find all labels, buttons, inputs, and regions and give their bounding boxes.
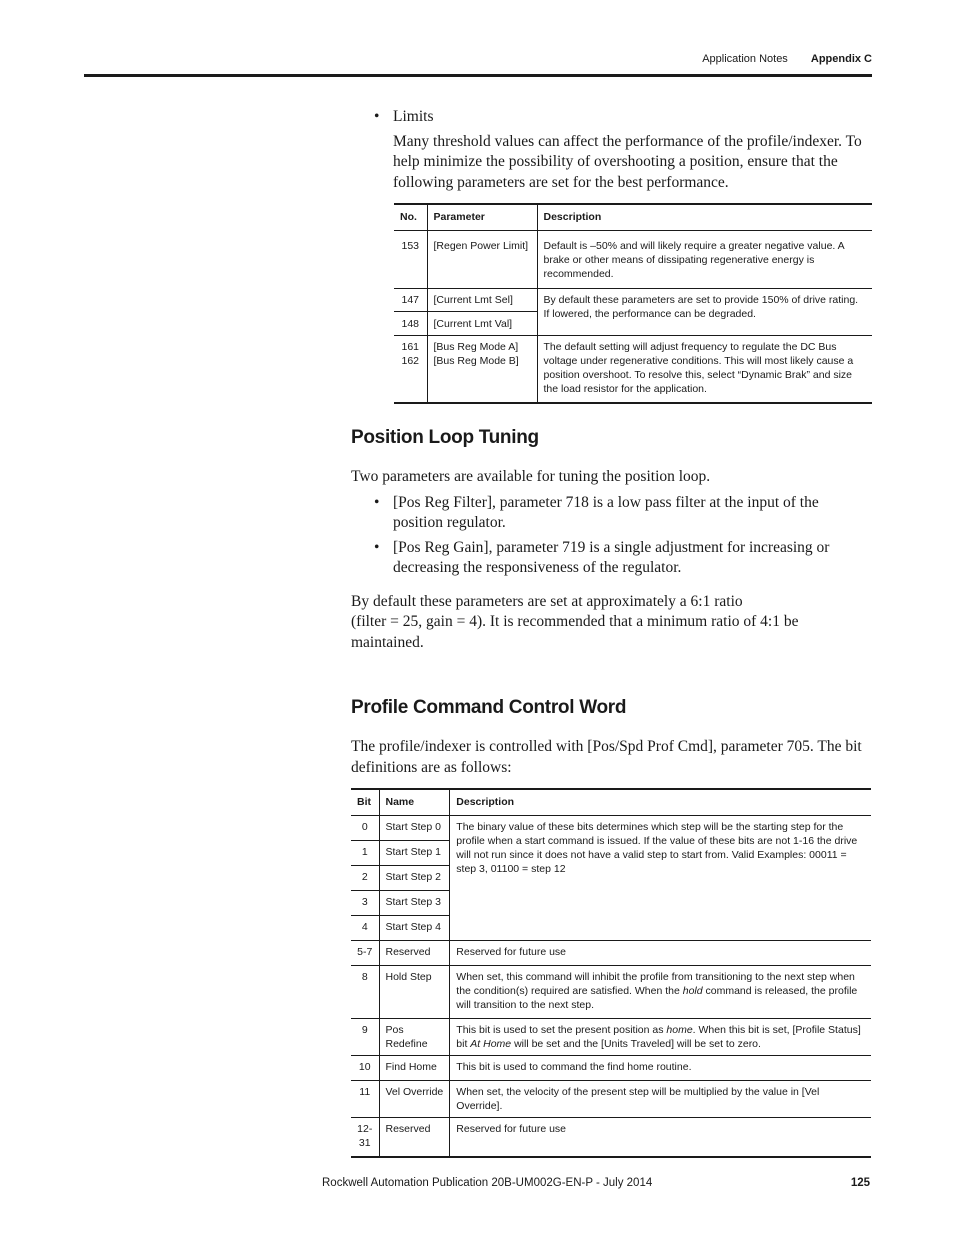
table-row [394,231,872,289]
bit-desc: This bit is used to command the find home routine. [450,1056,871,1081]
bit-desc: Reserved for future use [450,1118,871,1158]
limits-label: Limits [393,108,434,125]
bit-number: 2 [351,866,379,891]
desc-text: . When this bit is set, [Profile Status] bit [456,1024,861,1050]
table-header-row [394,204,872,231]
closing-line-2: (filter = 25, gain = 4). It is recommended that a minimum ratio of 4:1 be maintained. [351,613,799,651]
bit-number: 12-31 [351,1118,379,1158]
bullet-dot: • [374,538,380,556]
list-item-text: [Pos Reg Filter], parameter 718 is a low pass filter at the input of the position regulator. [393,493,819,531]
bit-number: 11 [351,1081,379,1118]
table-row [351,1019,871,1056]
bit-name: Find Home [379,1056,450,1081]
param-desc: Default is –50% and will likely require a greater negative value. A brake or other means of dissipating regenerative energy is recommended. [537,231,872,289]
bit-name: Start Step 1 [379,841,450,866]
table-row [351,941,871,966]
desc-text: When set, this command will inhibit the profile from transitioning to the next step when the condition(s) required are satisfied. When the [456,971,855,997]
bit-number: 3 [351,891,379,916]
position-loop-intro: Two parameters are available for tuning the position loop. [351,468,711,485]
limits-bullet [351,107,871,128]
param-no-a: 161 [401,341,420,353]
table-row [351,816,871,841]
list-item-text: [Pos Reg Gain], parameter 719 is a single adjustment for increasing or decreasing the responsiveness of the regulator. [393,538,830,576]
bit-number: 4 [351,916,379,941]
param-no: 153 [394,231,427,289]
desc-emphasis: hold [682,985,703,997]
header-rule [84,74,872,77]
param-no-b: 162 [401,355,420,367]
bit-name: Hold Step [379,966,450,1019]
param-no: 148 [394,312,427,336]
param-name: [Current Lmt Val] [427,312,537,336]
bit-name: Reserved [379,941,450,966]
bit-name: Start Step 3 [379,891,450,916]
position-loop-closing [351,592,871,654]
param-no: 147 [394,289,427,312]
bit-number: 0 [351,816,379,841]
running-header [702,53,872,65]
desc-emphasis: home [666,1024,693,1036]
bit-desc: Reserved for future use [450,941,871,966]
bit-desc: When set, the velocity of the present step will be multiplied by the value in [Vel Override]. [450,1081,871,1118]
list-item [351,538,871,579]
table-header-row [351,789,871,816]
col-header-no: No. [394,204,427,231]
desc-emphasis: At Home [470,1038,512,1050]
col-header-description: Description [450,789,871,816]
header-section: Application Notes [702,53,788,65]
bit-desc [450,1019,871,1056]
bit-name-a: Pos [385,1024,404,1036]
header-appendix: Appendix C [810,53,872,65]
footer-publication: Rockwell Automation Publication 20B-UM002G-EN-P - July 2014 [322,1177,653,1189]
bit-name: Start Step 2 [379,866,450,891]
section-heading-position-loop: Position Loop Tuning [351,427,539,448]
bit-number: 8 [351,966,379,1019]
list-item [351,493,871,534]
param-name-b: [Bus Reg Mode B] [433,355,519,367]
bit-name: Start Step 0 [379,816,450,841]
col-header-name: Name [379,789,450,816]
table-row [351,966,871,1019]
position-loop-body [351,467,871,653]
bit-name: Reserved [379,1118,450,1158]
desc-text: This bit is used to set the present position as [456,1024,667,1036]
col-header-description: Description [537,204,872,231]
limits-intro: Many threshold values can affect the performance of the profile/indexer. To help minimize the possibility of overshooting a position, ensure that the following parameters are set for the best performance. [393,132,862,191]
bit-name [379,1019,450,1056]
param-name: [Regen Power Limit] [427,231,537,289]
desc-text: command is released, the profile will transition to the next step. [456,985,858,1011]
table-row [351,1081,871,1118]
closing-line-1: By default these parameters are set at approximately a 6:1 ratio [351,592,743,610]
page-number: 125 [850,1177,870,1189]
desc-text: will be set and the [Units Traveled] will be set to zero. [511,1038,761,1050]
param-no [394,336,427,404]
bit-number: 1 [351,841,379,866]
section-heading-profile-command: Profile Command Control Word [351,697,627,718]
table-row [351,1056,871,1081]
bullet-dot: • [374,108,380,125]
param-name-a: [Bus Reg Mode A] [433,341,519,353]
bit-desc [450,966,871,1019]
bit-name-b: Redefine [385,1038,428,1050]
limits-table [394,203,872,404]
table-row [394,289,872,312]
bits-table [351,788,871,1158]
bit-name: Start Step 4 [379,916,450,941]
bit-number: 10 [351,1056,379,1081]
col-header-parameter: Parameter [427,204,537,231]
bit-name: Vel Override [379,1081,450,1118]
table-row [394,336,872,404]
param-name: [Current Lmt Sel] [427,289,537,312]
table-row [351,1118,871,1158]
bit-desc: The binary value of these bits determines which step will be the starting step for the profile when a start command is issued. If the value of these bits are not 1-16 the drive will not run since it does not have a valid step to start from. Valid Examples: 00011 = step 3, 01100 = step 12 [450,816,871,941]
bullet-dot: • [374,493,380,511]
param-desc: By default these parameters are set to provide 150% of drive rating. If lowered, the performance can be degraded. [537,289,872,336]
param-desc: The default setting will adjust frequency to regulate the DC Bus voltage under regenerative conditions. This will most likely cause a position overshoot. To resolve this, select “Dynamic Brak” and size the load resistor for the application. [537,336,872,404]
profile-cmd-intro: The profile/indexer is controlled with [Pos/Spd Prof Cmd], parameter 705. The bit definitions are as follows: [351,738,862,776]
limits-block [351,107,871,193]
bit-number: 5-7 [351,941,379,966]
param-name [427,336,537,404]
col-header-bit: Bit [351,789,379,816]
bit-number: 9 [351,1019,379,1056]
